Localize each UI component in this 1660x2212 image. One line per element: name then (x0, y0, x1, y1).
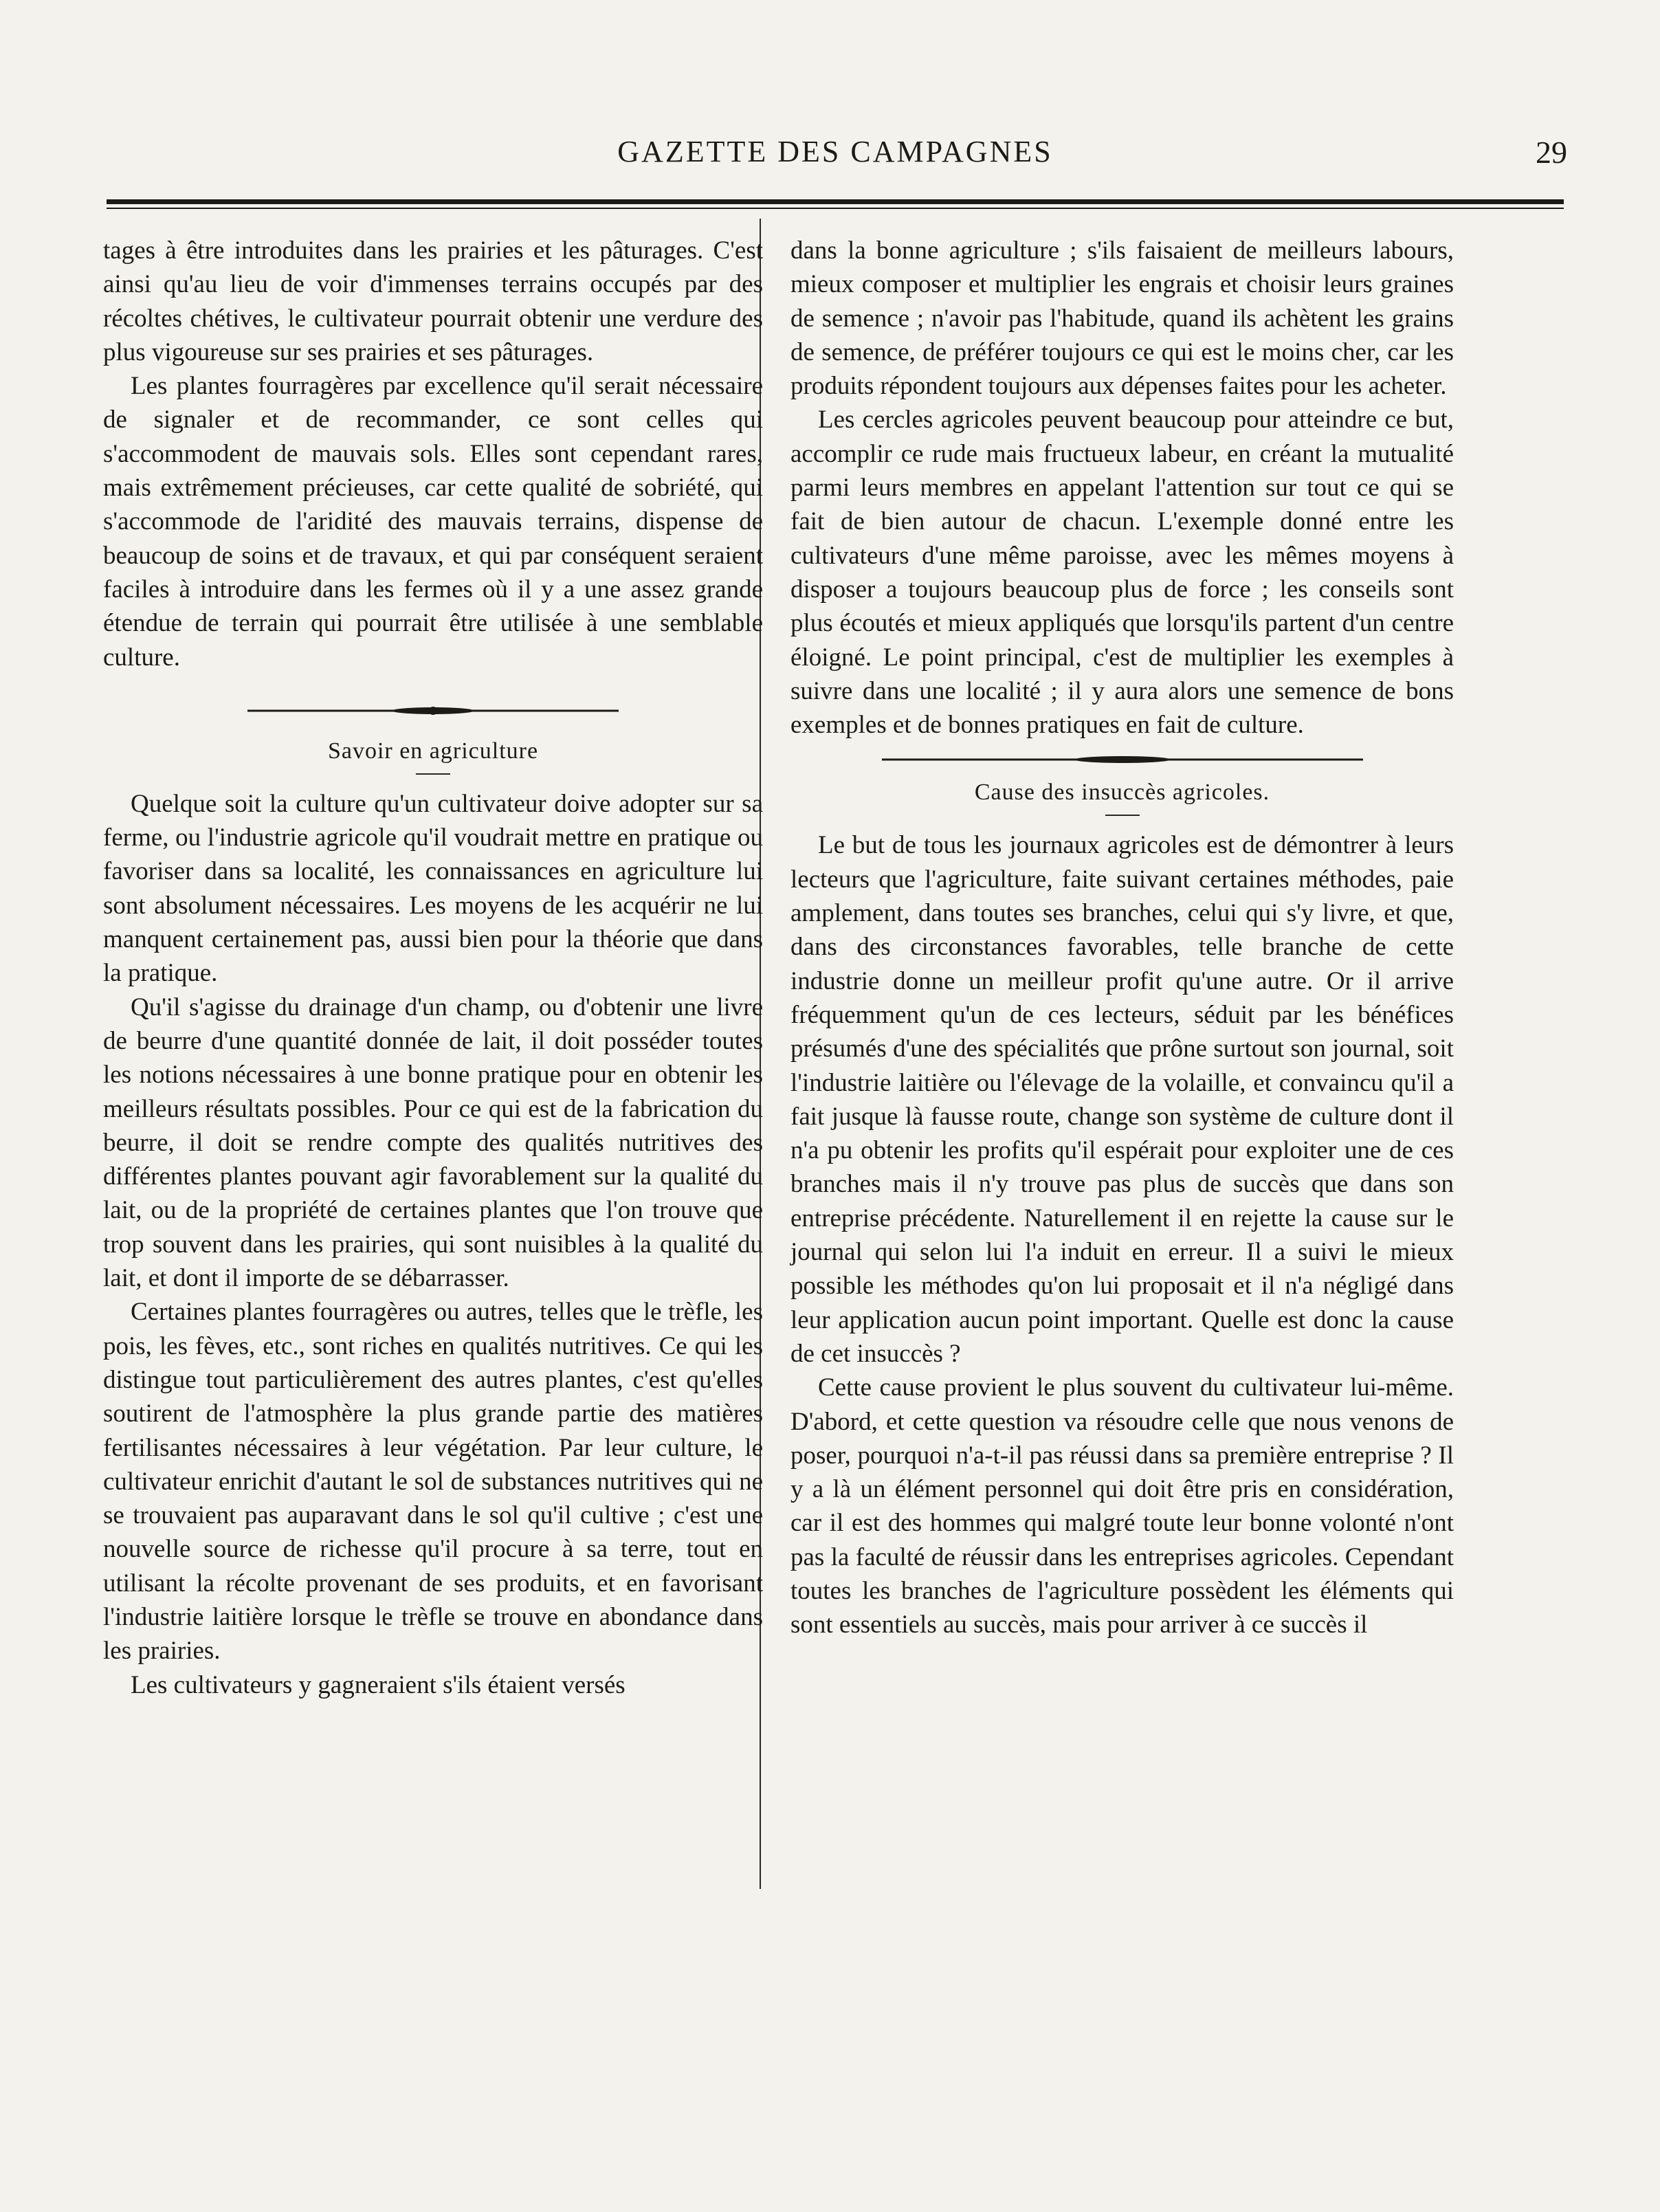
title-underline (1105, 815, 1140, 816)
section-title-cause: Cause des insuccès agricoles. (974, 779, 1270, 806)
ornamental-separator (247, 700, 619, 721)
header-rule-thick (107, 199, 1564, 204)
left-column (103, 234, 763, 1702)
right-paragraph-3: Le but de tous les journaux agricoles est de démontrer à leurs lecteurs que l'agriculture, faite suivant certaines méthodes, paie amplement, dans toutes ses branches, celui qui s'y livre, et que, dans des circonstances favorables, telle branche de cette industrie donne un meilleur profit qu'une autre. Or il arrive fréquemment qu'un de ces lecteurs, séduit par les bénéfices présumés d'une des spécialités que prône surtout son journal, soit l'industrie laitière ou l'élevage de la volaille, et convaincu qu'il a fait jusque là fausse route, change son système de culture dont il n'a pu obtenir les profits qu'il espérait pour exploiter une de ces branches mais il n'y trouve pas plus de succès que dans son entreprise précédente. Naturellement il en rejette la cause sur le journal qui selon lui l'a induit en erreur. Il a suivi le mieux possible les méthodes qu'on lui proposait et il n'a négligé dans leur application aucun point important. Quelle est donc la cause de cet insuccès ? (790, 831, 1454, 1368)
left-paragraph-2: Les plantes fourragères par excellence qu'il serait nécessaire de signaler et de recommander, ce sont celles qui s'accommodent de mauvais sols. Elles sont cependant rares, mais extrêmement précieuses, car cette qualité de sobriété, qui s'accommode de l'aridité des mauvais terrains, dispense de beaucoup de soins et de travaux, et qui par conséquent seraient faciles à introduire dans les fermes où il y a une assez grande étendue de terrain qui pourrait être utilisée à une semblable culture. (103, 372, 763, 672)
right-column (790, 234, 1454, 1642)
left-paragraph-1: tages à être introduites dans les prairies et les pâturages. C'est ainsi qu'au lieu de voir d'immenses terrains occupés par des récoltes chétives, le cultivateur pourrait obtenir une verdure des plus vigoureuse sur ses prairies et ses pâturages. (103, 236, 763, 366)
right-paragraph-4: Cette cause provient le plus souvent du cultivateur lui-même. D'abord, et cette question va résoudre celle que nous venons de poser, pourquoi n'a-t-il pas réussi dans sa première entreprise ? Il y a là un élément personnel qui doit être pris en considération, car il est des hommes qui malgré toute leur bonne volonté n'ont pas la faculté de réussir dans les entreprises agricoles. Cependant toutes les branches de l'agriculture possèdent les éléments qui sont essentiels au succès, mais pour arriver à ce succès il (790, 1373, 1454, 1639)
right-paragraph-2: Les cercles agricoles peuvent beaucoup pour atteindre ce but, accomplir ce rude mais fructueux labeur, en créant la mutualité parmi leurs membres en appelant l'attention sur tout ce qui se fait de bien autour de chacun. L'exemple donné entre les cultivateurs d'une même paroisse, avec les mêmes moyens à disposer a toujours beaucoup plus de force ; les conseils sont plus écoutés et mieux appliqués que lorsqu'ils partent d'un centre éloigné. Le point principal, c'est de multiplier les exemples à suivre dans une localité ; il y aura alors une semence de bons exemples et de bonnes pratiques en fait de culture. (790, 406, 1454, 740)
section-title-savoir: Savoir en agriculture (327, 738, 539, 764)
running-title: GAZETTE DES CAMPAGNES (617, 135, 1053, 168)
title-underline (416, 773, 450, 775)
header-rule-thin (107, 208, 1564, 209)
page-header (103, 134, 1567, 175)
page-number: 29 (1536, 135, 1567, 170)
ornamental-separator (882, 751, 1363, 768)
left-paragraph-3: Quelque soit la culture qu'un cultivateur doive adopter sur sa ferme, ou l'industrie agricole qu'il voudrait mettre en pratique ou favoriser dans sa localité, les connaissances en agriculture lui sont absolument nécessaires. Les moyens de les acquérir ne lui manquent certainement pas, aussi bien pour la théorie que dans la pratique. (103, 789, 763, 988)
right-paragraph-1: dans la bonne agriculture ; s'ils faisaient de meilleurs labours, mieux composer et multiplier les engrais et choisir leurs graines de semence ; n'avoir pas l'habitude, quand ils achètent les grains de semence, de préférer toujours ce qui est le moins cher, car les produits répondent toujours aux dépenses faites pour les acheter. (790, 236, 1454, 401)
left-paragraph-4: Qu'il s'agisse du drainage d'un champ, ou d'obtenir une livre de beurre d'une quantité donnée de lait, il doit posséder toutes les notions nécessaires à une bonne pratique pour en obtenir les meilleurs résultats possibles. Pour ce qui est de la fabrication du beurre, il doit se rendre compte des qualités nutritives des différentes plantes pouvant agir favorablement sur la qualité du lait, ou de la propriété de certaines plantes que l'on trouve que trop souvent dans les prairies, qui sont nuisibles à la qualité du lait, et dont il importe de se débarrasser. (103, 993, 763, 1293)
left-paragraph-5: Certaines plantes fourragères ou autres, telles que le trèfle, les pois, les fèves, etc., sont riches en qualités nutritives. Ce qui les distingue tout particulièrement des autres plantes, c'est qu'elles soutirent de l'atmosphère la plus grande partie des matières fertilisantes nécessaires à leur végétation. Par leur culture, le cultivateur enrichit d'autant le sol de substances nutritives qui ne se trouvaient pas auparavant dans le sol qu'il cultive ; c'est une nouvelle source de richesse qu'il procure à sa terre, tout en utilisant la récolte provenant de ses produits, et en favorisant l'industrie laitière lorsque le trèfle se trouve en abondance dans les prairies. (103, 1298, 763, 1666)
left-paragraph-6: Les cultivateurs y gagneraient s'ils étaient versés (131, 1670, 626, 1699)
